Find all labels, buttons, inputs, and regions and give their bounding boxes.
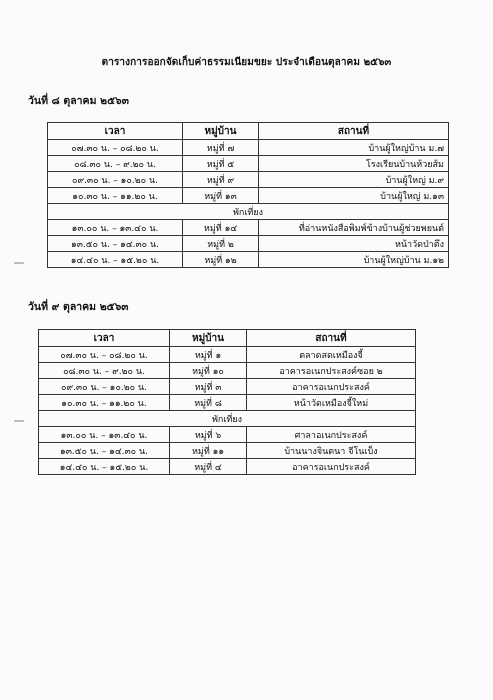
table-row <box>39 459 416 475</box>
table-row <box>39 347 416 363</box>
village-cell: หมู่ที่ ๑๔ <box>183 220 259 236</box>
punch-mark <box>14 420 24 422</box>
village-cell: หมู่ที่ ๙ <box>183 172 259 188</box>
table-row <box>39 443 416 459</box>
table-header-row <box>48 123 449 140</box>
punch-mark <box>14 262 24 264</box>
table-row <box>48 172 449 188</box>
time-cell: ๑๐.๓๐ น. – ๑๑.๒๐ น. <box>39 395 170 411</box>
time-cell: ๑๓.๕๐ น. – ๑๔.๓๐ น. <box>39 443 170 459</box>
time-cell: ๑๐.๓๐ น. – ๑๑.๒๐ น. <box>48 188 183 204</box>
time-cell: ๐๗.๓๐ น. – ๐๘.๒๐ น. <box>39 347 170 363</box>
time-cell: ๑๔.๔๐ น. – ๑๕.๒๐ น. <box>39 459 170 475</box>
header-place: สถานที่ <box>247 330 416 347</box>
table-row <box>48 252 449 268</box>
table-row <box>39 427 416 443</box>
lunch-break-row <box>39 411 416 427</box>
place-cell: ตลาดสดเหมืองจี้ <box>247 347 416 363</box>
village-cell: หมู่ที่ ๑๒ <box>183 252 259 268</box>
place-cell: โรงเรียนบ้านห้วยส้ม <box>259 156 449 172</box>
header-village: หมู่บ้าน <box>170 330 247 347</box>
day-heading: วันที่ ๙ ตุลาคม ๒๕๖๓ <box>28 301 129 313</box>
village-cell: หมู่ที่ ๒ <box>183 236 259 252</box>
time-cell: ๐๗.๓๐ น. – ๐๘.๒๐ น. <box>48 140 183 156</box>
header-time: เวลา <box>48 123 183 140</box>
place-cell: หน้าวัดป่าตึง <box>259 236 449 252</box>
village-cell: หมู่ที่ ๑๐ <box>170 363 247 379</box>
village-cell: หมู่ที่ ๗ <box>183 140 259 156</box>
time-cell: ๑๔.๔๐ น. – ๑๕.๒๐ น. <box>48 252 183 268</box>
schedule-table-day2 <box>38 329 416 475</box>
lunch-break-label: พักเที่ยง <box>39 411 416 427</box>
place-cell: บ้านผู้ใหญ่บ้าน ม.๑๒ <box>259 252 449 268</box>
day-heading: วันที่ ๘ ตุลาคม ๒๕๖๓ <box>28 95 129 107</box>
village-cell: หมู่ที่ ๕ <box>183 156 259 172</box>
village-cell: หมู่ที่ ๖ <box>170 427 247 443</box>
time-cell: ๐๙.๓๐ น. – ๑๐.๒๐ น. <box>39 379 170 395</box>
place-cell: อาคารอเนกประสงค์ <box>247 379 416 395</box>
place-cell: บ้านผู้ใหญ่ ม.๑๓ <box>259 188 449 204</box>
place-cell: หน้าวัดเหมืองจี้ใหม่ <box>247 395 416 411</box>
lunch-break-label: พักเที่ยง <box>48 204 449 220</box>
village-cell: หมู่ที่ ๓ <box>170 379 247 395</box>
header-place: สถานที่ <box>259 123 449 140</box>
table-row <box>48 220 449 236</box>
time-cell: ๐๘.๓๐ น. – ๙.๒๐ น. <box>48 156 183 172</box>
table-row <box>39 363 416 379</box>
time-cell: ๐๙.๓๐ น. – ๑๐.๒๐ น. <box>48 172 183 188</box>
time-cell: ๑๓.๕๐ น. – ๑๔.๓๐ น. <box>48 236 183 252</box>
place-cell: ศาลาอเนกประสงค์ <box>247 427 416 443</box>
village-cell: หมู่ที่ ๔ <box>170 459 247 475</box>
table-header-row <box>39 330 416 347</box>
lunch-break-row <box>48 204 449 220</box>
time-cell: ๑๓.๐๐ น. – ๑๓.๔๐ น. <box>39 427 170 443</box>
table-row <box>48 188 449 204</box>
village-cell: หมู่ที่ ๑๓ <box>183 188 259 204</box>
table-row <box>39 395 416 411</box>
place-cell: อาคารอเนกประสงค์ซอย ๒ <box>247 363 416 379</box>
header-village: หมู่บ้าน <box>183 123 259 140</box>
village-cell: หมู่ที่ ๘ <box>170 395 247 411</box>
table-row <box>48 236 449 252</box>
table-row <box>48 156 449 172</box>
header-time: เวลา <box>39 330 170 347</box>
document-title: ตารางการออกจัดเก็บค่าธรรมเนียมขยะ ประจำเดือนตุลาคม ๒๕๖๓ <box>101 57 392 68</box>
schedule-table-day1 <box>47 122 449 268</box>
place-cell: บ้านนางจินตนา จีโนเบ็ง <box>247 443 416 459</box>
place-cell: บ้านผู้ใหญ่บ้าน ม.๗ <box>259 140 449 156</box>
table-row <box>48 140 449 156</box>
place-cell: อาคารอเนกประสงค์ <box>247 459 416 475</box>
village-cell: หมู่ที่ ๑ <box>170 347 247 363</box>
place-cell: บ้านผู้ใหญ่ ม.๙ <box>259 172 449 188</box>
time-cell: ๑๓.๐๐ น. – ๑๓.๔๐ น. <box>48 220 183 236</box>
place-cell: ที่อ่านหนังสือพิมพ์ข้างบ้านผู้ช่วยพยนต์ <box>259 220 449 236</box>
table-row <box>39 379 416 395</box>
village-cell: หมู่ที่ ๑๑ <box>170 443 247 459</box>
time-cell: ๐๘.๓๐ น. – ๙.๒๐ น. <box>39 363 170 379</box>
